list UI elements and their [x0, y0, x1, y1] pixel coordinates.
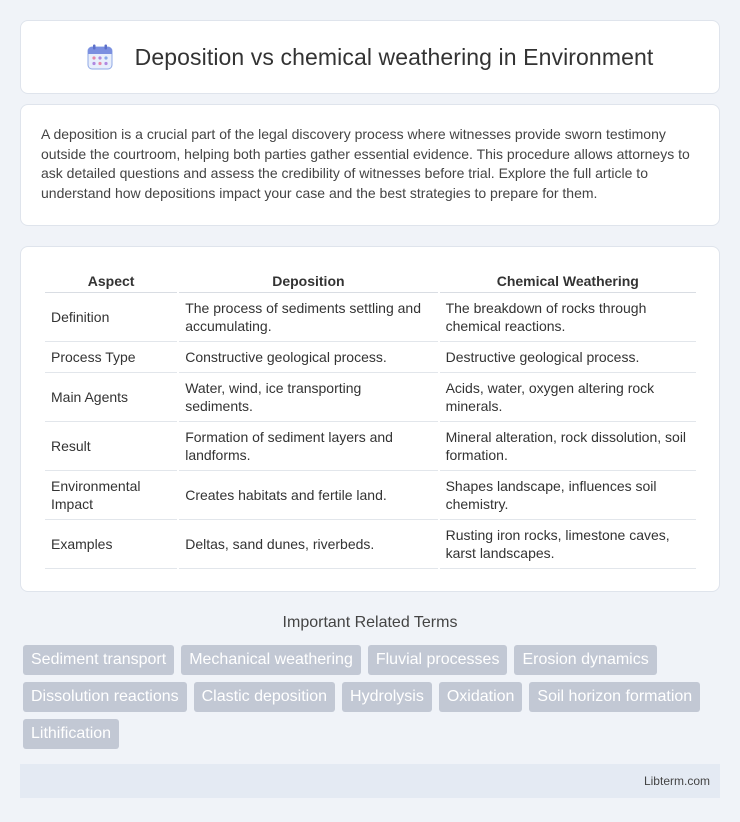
comparison-card — [20, 246, 720, 592]
table-row — [45, 422, 696, 471]
table-cell-aspect: Process Type — [45, 342, 177, 373]
table-row — [45, 520, 696, 569]
page-footer — [20, 764, 720, 798]
tag-hydrolysis[interactable]: Hydrolysis — [342, 682, 432, 712]
tag-mechanical-weathering[interactable]: Mechanical weathering — [181, 645, 361, 675]
table-cell-aspect: Environmental Impact — [45, 471, 177, 520]
tag-clastic-deposition[interactable]: Clastic deposition — [194, 682, 335, 712]
table-cell-deposition: Formation of sediment layers and landforms. — [179, 422, 437, 471]
table-cell-deposition: Deltas, sand dunes, riverbeds. — [179, 520, 437, 569]
column-header-deposition: Deposition — [179, 269, 437, 293]
table-row — [45, 471, 696, 520]
tag-lithification[interactable]: Lithification — [23, 719, 119, 749]
table-cell-chemical-weathering: The breakdown of rocks through chemical reactions. — [440, 293, 696, 342]
table-cell-aspect: Main Agents — [45, 373, 177, 422]
related-terms-list — [20, 645, 720, 749]
related-terms-title: Important Related Terms — [282, 614, 458, 631]
table-cell-chemical-weathering: Rusting iron rocks, limestone caves, karst landscapes. — [440, 520, 696, 569]
tag-oxidation[interactable]: Oxidation — [439, 682, 523, 712]
column-header-chemical-weathering: Chemical Weathering — [440, 269, 696, 293]
table-header-row — [45, 269, 696, 293]
table-cell-chemical-weathering: Shapes landscape, influences soil chemistry. — [440, 471, 696, 520]
calendar-icon — [87, 44, 113, 70]
column-header-aspect: Aspect — [45, 269, 177, 293]
tag-soil-horizon-formation[interactable]: Soil horizon formation — [529, 682, 700, 712]
table-cell-chemical-weathering: Acids, water, oxygen altering rock minerals. — [440, 373, 696, 422]
table-cell-deposition: The process of sediments settling and accumulating. — [179, 293, 437, 342]
table-row — [45, 342, 696, 373]
page-title: Deposition vs chemical weathering in Environment — [134, 43, 654, 70]
tag-dissolution-reactions[interactable]: Dissolution reactions — [23, 682, 187, 712]
table-cell-deposition: Constructive geological process. — [179, 342, 437, 373]
table-cell-aspect: Examples — [45, 520, 177, 569]
tag-erosion-dynamics[interactable]: Erosion dynamics — [514, 645, 656, 675]
intro-card — [20, 104, 720, 226]
table-cell-deposition: Water, wind, ice transporting sediments. — [179, 373, 437, 422]
table-cell-chemical-weathering: Mineral alteration, rock dissolution, soil formation. — [440, 422, 696, 471]
table-cell-chemical-weathering: Destructive geological process. — [440, 342, 696, 373]
tag-sediment-transport[interactable]: Sediment transport — [23, 645, 174, 675]
table-row — [45, 293, 696, 342]
table-cell-aspect: Definition — [45, 293, 177, 342]
footer-site-link[interactable]: Libterm.com — [643, 774, 710, 788]
table-row — [45, 373, 696, 422]
page-header — [20, 20, 720, 94]
comparison-table — [43, 269, 698, 569]
tag-fluvial-processes[interactable]: Fluvial processes — [368, 645, 508, 675]
table-cell-aspect: Result — [45, 422, 177, 471]
intro-text: A deposition is a crucial part of the legal discovery process where witnesses provide sworn testimony outside the courtroom, helping both parties gather essential evidence. This procedure allows attorneys to ask detailed questions and assess the credibility of witnesses before trial. Explore the full article to understand how depositions impact your case and the best strategies to prepare for them. — [41, 126, 690, 201]
table-cell-deposition: Creates habitats and fertile land. — [179, 471, 437, 520]
